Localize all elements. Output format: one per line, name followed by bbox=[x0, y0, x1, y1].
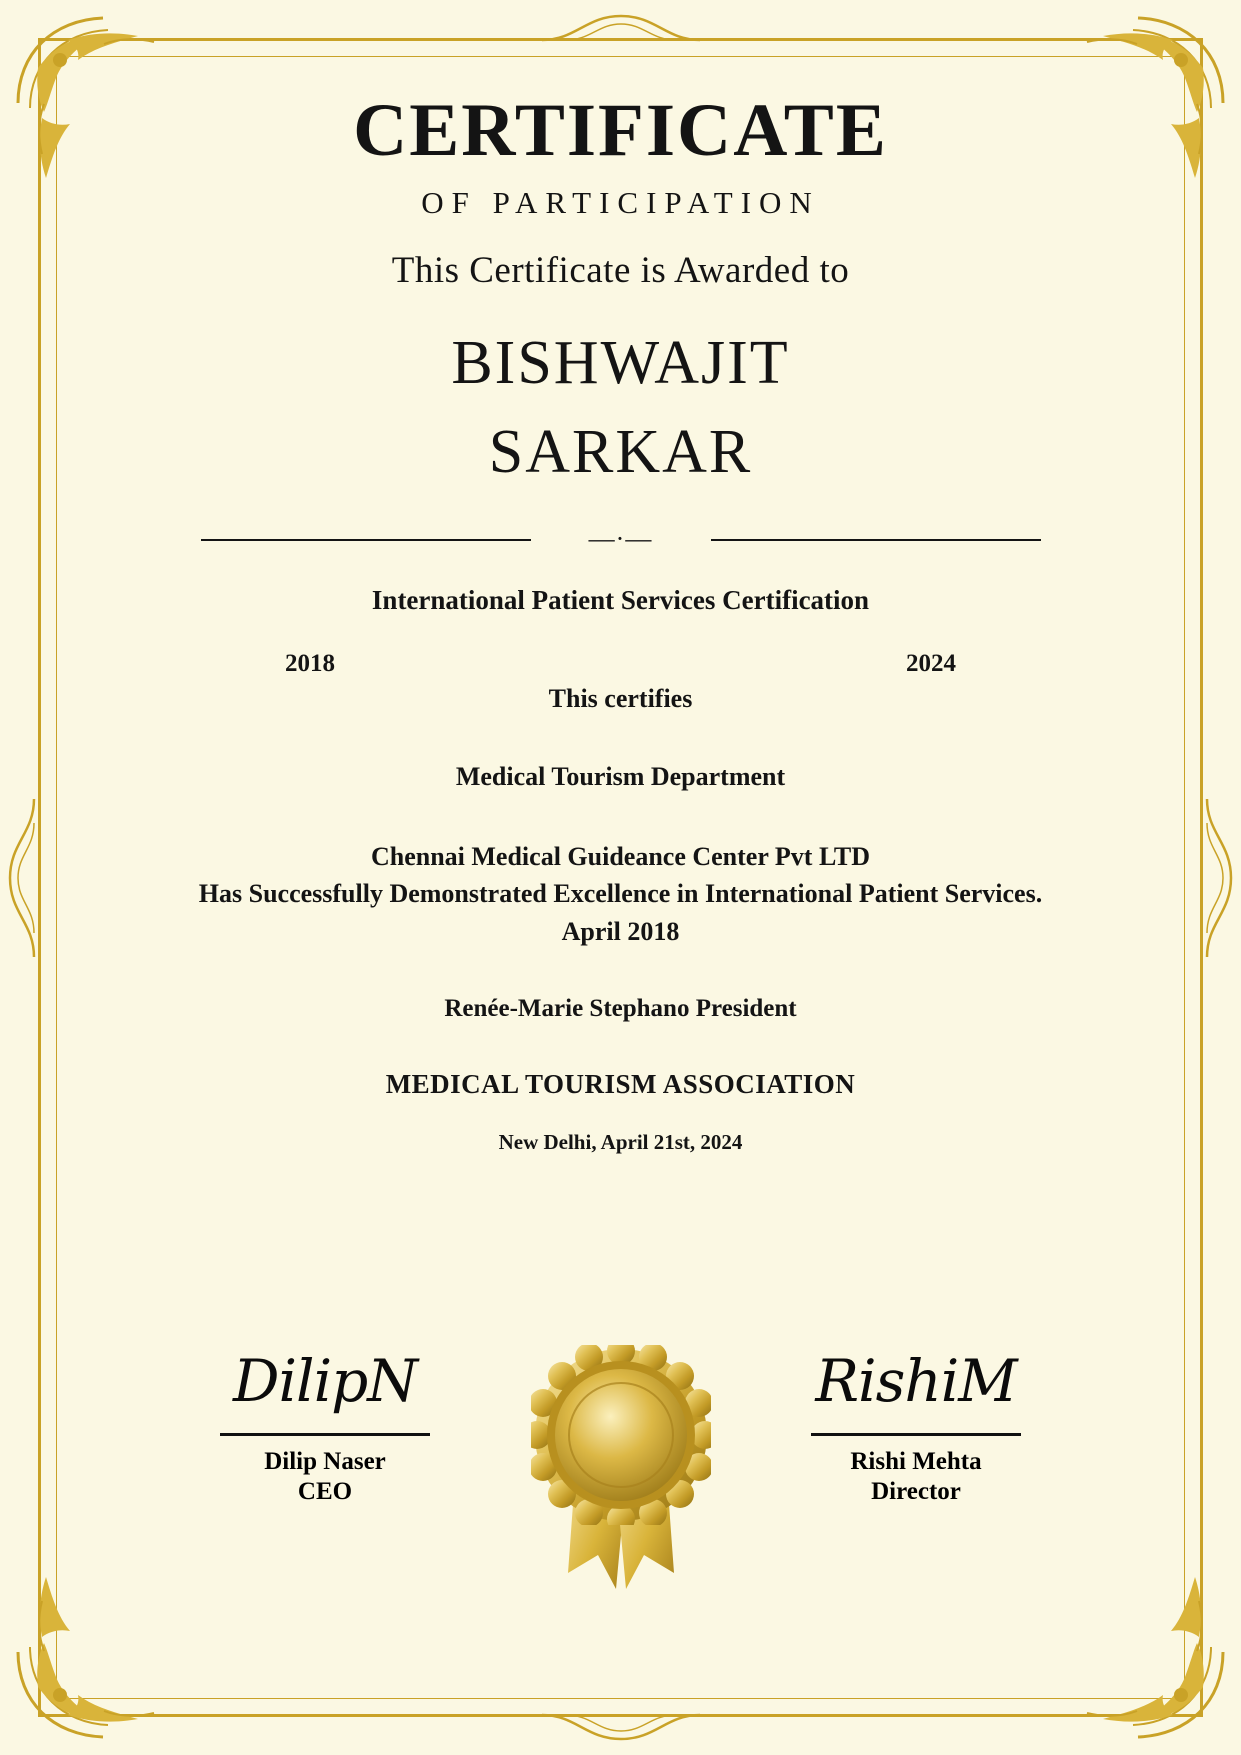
recipient-name-line-2: SARKAR bbox=[488, 418, 753, 487]
signatory-name-ceo: Dilip Naser bbox=[264, 1448, 386, 1475]
certificate-title: CERTIFICATE bbox=[353, 89, 888, 172]
year-start: 2018 bbox=[285, 650, 335, 678]
certifies-label: This certifies bbox=[548, 684, 693, 714]
place-and-date: New Delhi, April 21st, 2024 bbox=[498, 1130, 743, 1155]
signature-row bbox=[90, 1325, 1151, 1585]
year-range bbox=[90, 650, 1151, 680]
signature-mark-director: RishiM bbox=[815, 1347, 1017, 1415]
divider-rule-left bbox=[201, 539, 531, 541]
program-name: International Patient Services Certification bbox=[371, 585, 870, 616]
divider-flourish-icon: —·— bbox=[588, 524, 653, 554]
issue-date: April 2018 bbox=[561, 917, 680, 947]
certificate-subtitle: OF PARTICIPATION bbox=[421, 184, 820, 220]
signature-mark-ceo: DilipN bbox=[232, 1347, 418, 1415]
organization-name: Chennai Medical Guideance Center Pvt LTD bbox=[370, 842, 871, 872]
signatory-role-ceo: CEO bbox=[297, 1478, 353, 1505]
divider-rule-right bbox=[711, 539, 1041, 541]
signatory-name-director: Rishi Mehta bbox=[850, 1448, 982, 1475]
signature-block-ceo bbox=[175, 1335, 475, 1506]
recipient-name-line-1: BISHWAJIT bbox=[451, 328, 790, 397]
seal-disc-icon bbox=[531, 1345, 711, 1525]
association-name: MEDICAL TOURISM ASSOCIATION bbox=[385, 1069, 856, 1100]
certificate-content bbox=[90, 89, 1151, 1155]
signature-block-director bbox=[766, 1335, 1066, 1506]
year-end: 2024 bbox=[906, 650, 956, 678]
president-name: Renée-Marie Stephano President bbox=[444, 995, 797, 1023]
department-name: Medical Tourism Department bbox=[455, 762, 786, 792]
signatory-role-director: Director bbox=[871, 1478, 961, 1505]
gold-seal-icon bbox=[521, 1345, 721, 1595]
signature-rule bbox=[811, 1433, 1021, 1436]
achievement-statement: Has Successfully Demonstrated Excellence in International Patient Services. bbox=[198, 879, 1043, 909]
awarded-to-label: This Certificate is Awarded to bbox=[391, 249, 850, 291]
ornamental-divider bbox=[201, 524, 1041, 554]
signature-rule bbox=[220, 1433, 430, 1436]
